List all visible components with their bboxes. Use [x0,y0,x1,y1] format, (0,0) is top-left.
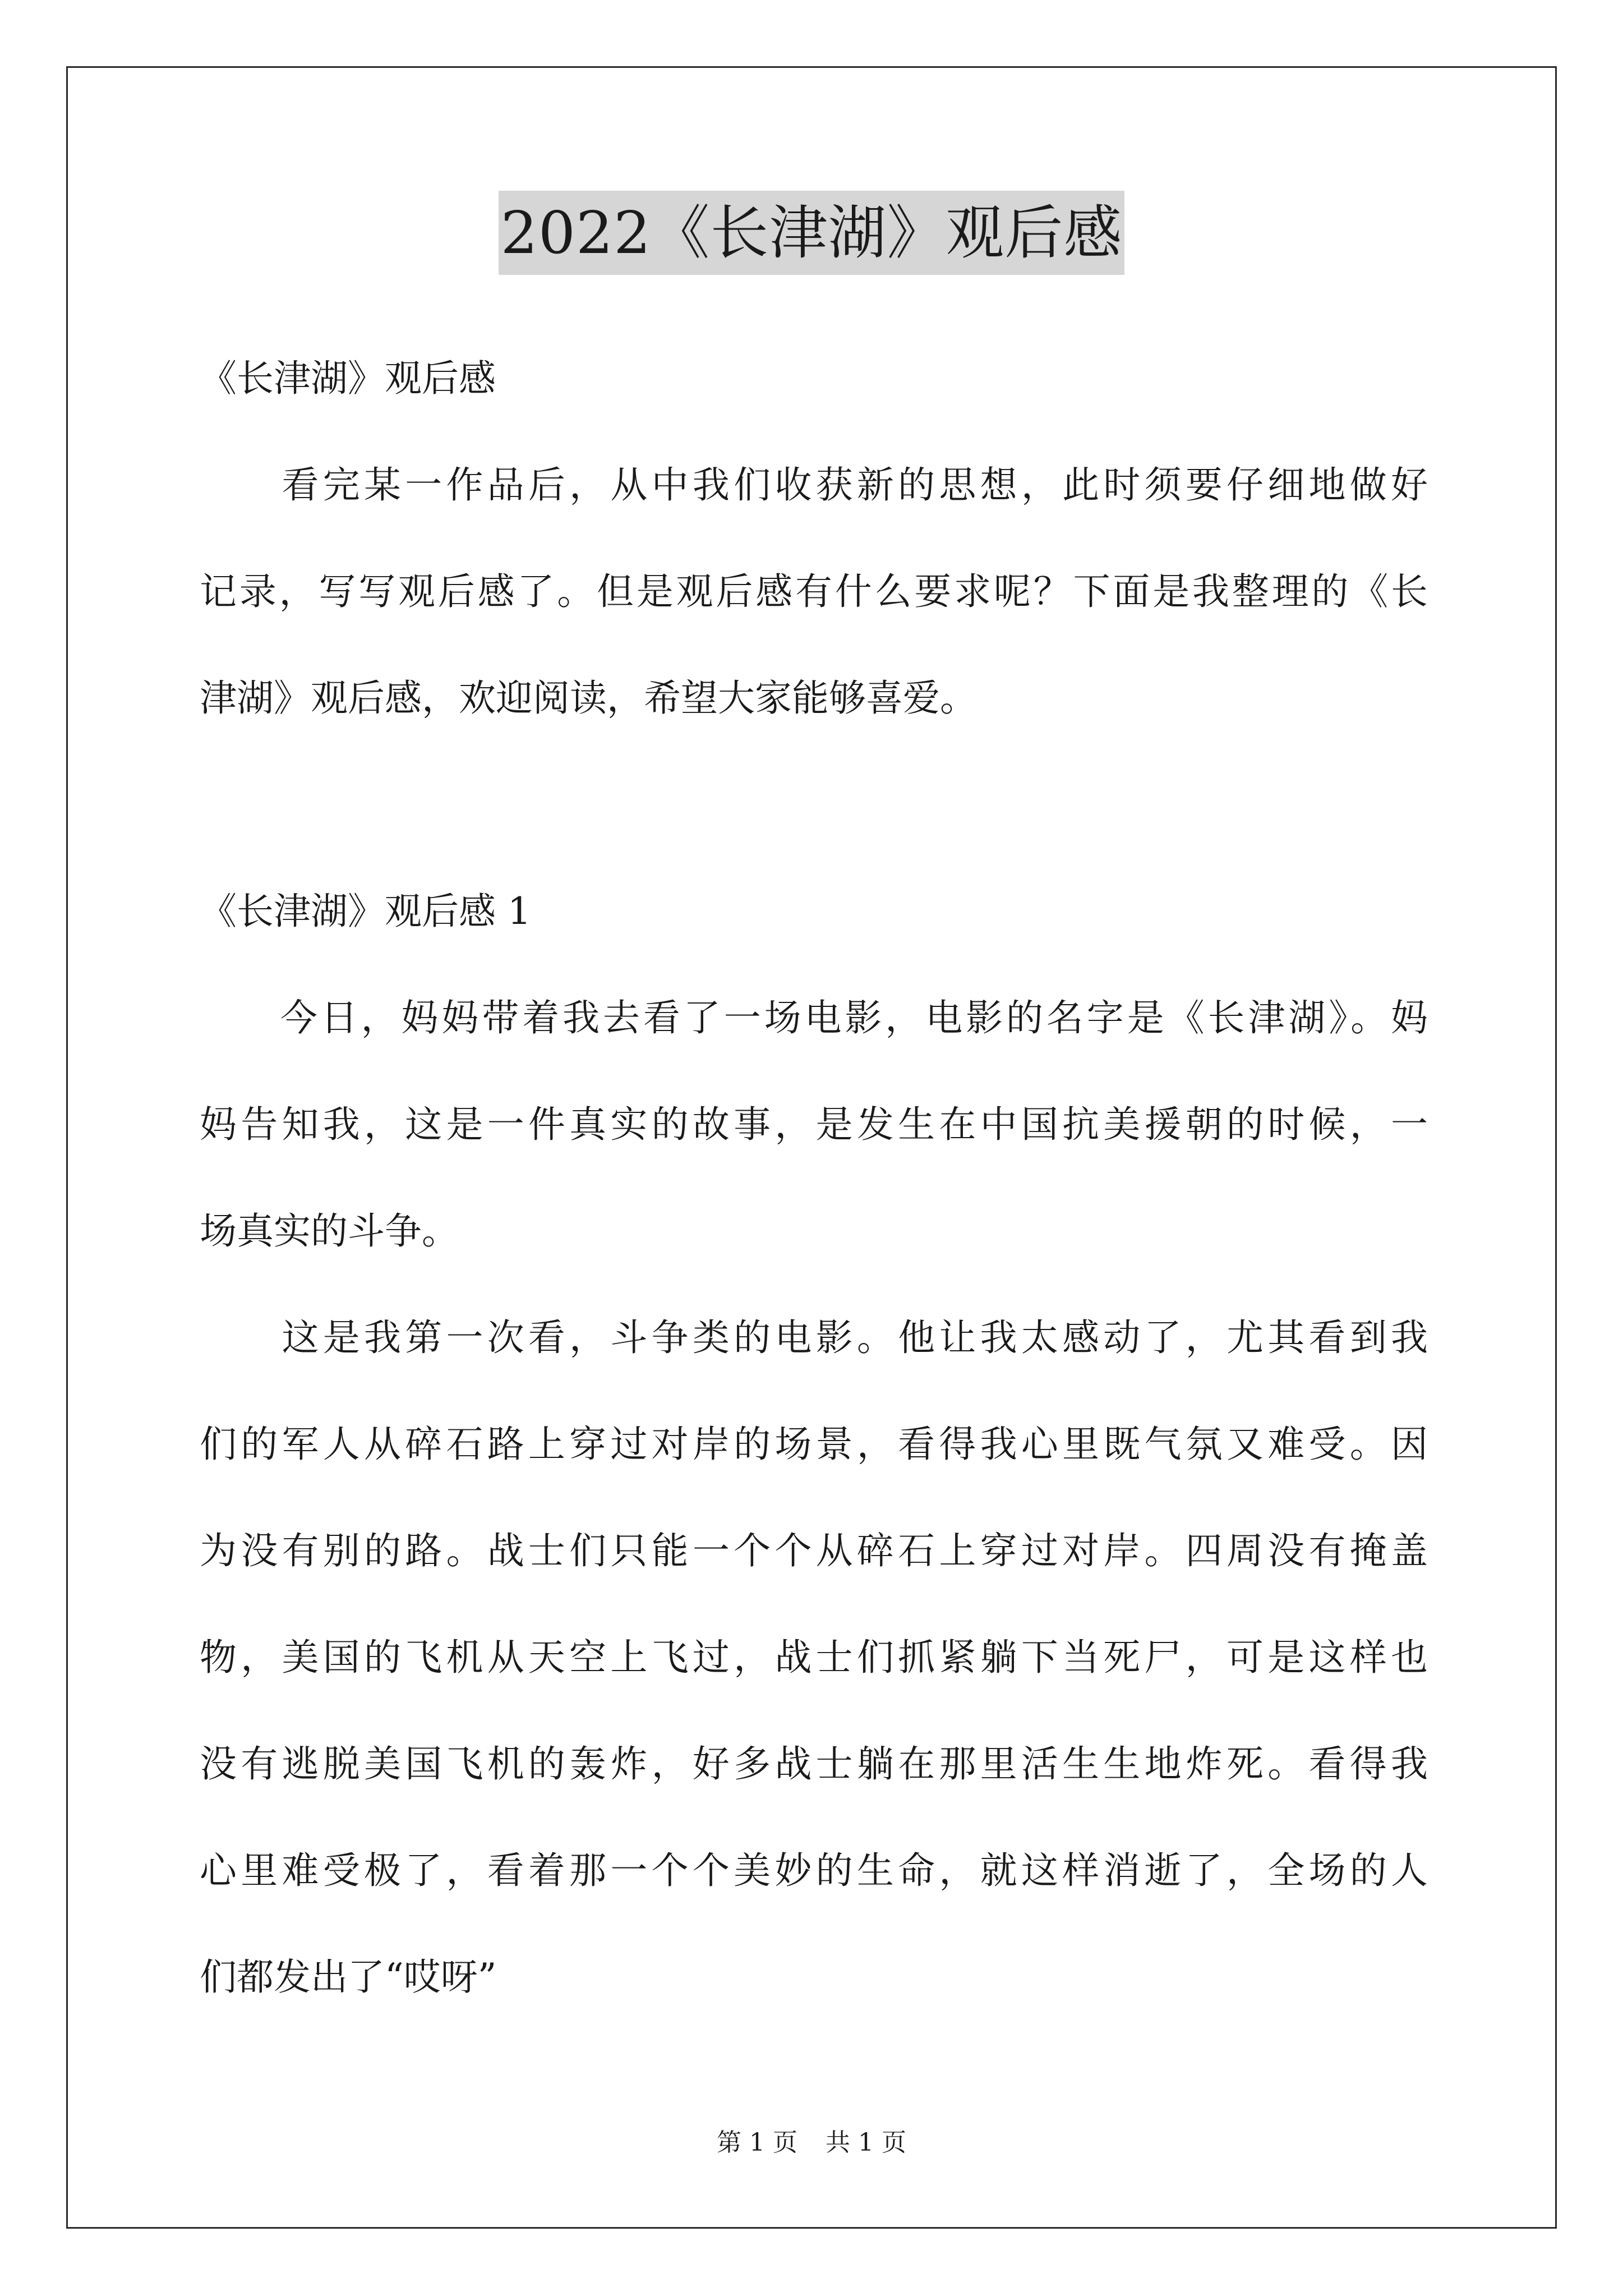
para2-line-3: 为没有别的路。战士们只能一个个从碎石上穿过对岸。四周没有掩盖 [200,1529,1428,1572]
intro-line-1: 看完某一作品后，从中我们收获新的思想，此时须要仔细地做好 [200,463,1428,507]
intro-line-3: 津湖》观后感，欢迎阅读，希望大家能够喜爱。 [200,677,977,720]
para1-line-2: 妈告知我，这是一件真实的故事，是发生在中国抗美援朝的时候，一 [200,1103,1428,1146]
para2-line-4: 物，美国的飞机从天空上飞过，战士们抓紧躺下当死尸，可是这样也 [200,1636,1428,1679]
para1-line-1: 今日，妈妈带着我去看了一场电影，电影的名字是《长津湖》。妈 [200,996,1428,1039]
para2-line-6: 心里难受极了，看着那一个个美妙的生命，就这样消逝了，全场的人 [200,1849,1428,1892]
para2-line-5: 没有逃脱美国飞机的轰炸，好多战士躺在那里活生生地炸死。看得我 [200,1742,1428,1786]
intro-heading: 《长津湖》观后感 [200,357,496,400]
page-footer [0,2126,1623,2160]
para2-line-1: 这是我第一次看，斗争类的电影。他让我太感动了，尤其看到我 [200,1316,1428,1359]
intro-line-2: 记录，写写观后感了。但是观后感有什么要求呢？下面是我整理的《长 [200,570,1428,613]
para2-line-7: 们都发出了“哎呀” [200,1955,497,1999]
page-number: 第 1 页 [717,2128,797,2157]
title-container [0,191,1623,275]
document-title: 2022《长津湖》观后感 [499,191,1125,275]
page-total: 共 1 页 [826,2128,906,2157]
para1-line-3: 场真实的斗争。 [200,1209,459,1253]
section-1-heading: 《长津湖》观后感 1 [200,890,531,933]
para2-line-2: 们的军人从碎石路上穿过对岸的场景，看得我心里既气氛又难受。因 [200,1423,1428,1466]
